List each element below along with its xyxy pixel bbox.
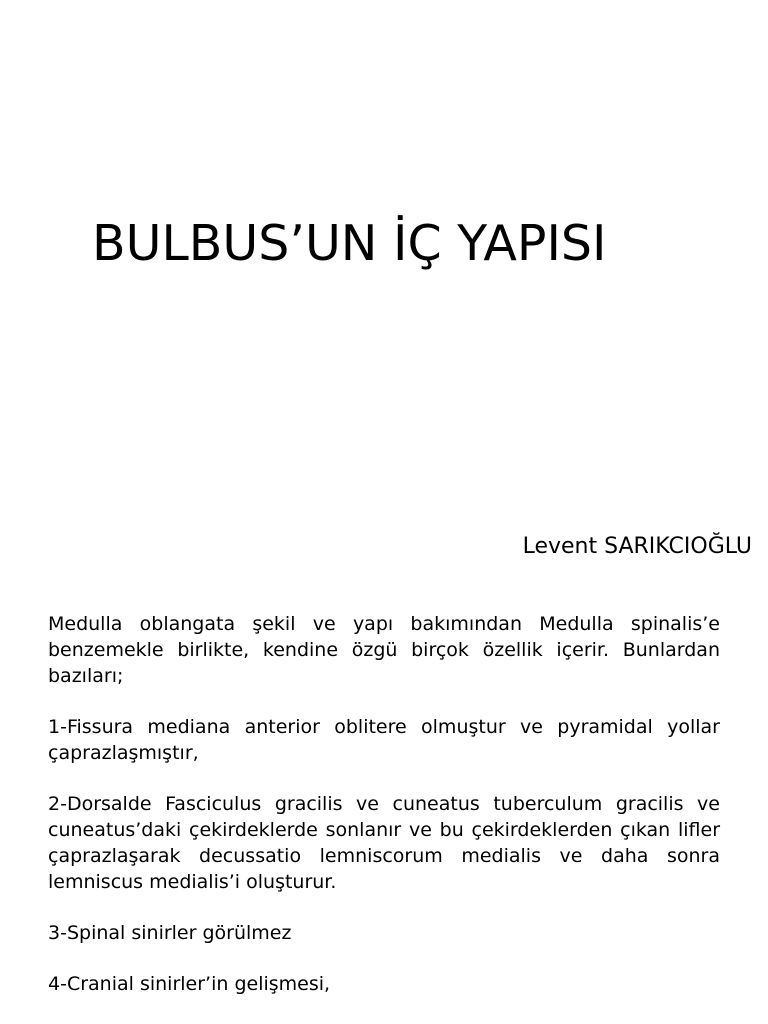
list-item-4: 4-Cranial sinirler’in gelişmesi, <box>48 973 331 995</box>
list-item-1: 1-Fissura mediana anterior oblitere olmuştur ve pyramidal yollar çaprazlaşmıştır, <box>48 716 720 764</box>
body-text <box>48 611 720 1022</box>
list-item-3: 3-Spinal sinirler görülmez <box>48 922 292 944</box>
author-name: Levent SARIKCIOĞLU <box>522 534 752 559</box>
list-item-2: 2-Dorsalde Fasciculus gracilis ve cuneatus tuberculum gracilis ve cuneatus’daki çekirdeklerde sonlanır ve bu çekirdeklerden çıkan lifler çaprazlaşarak decussatio lemniscorum medialis ve daha sonra lemniscus medialis’i oluşturur. <box>48 793 720 893</box>
intro-paragraph: Medulla oblangata şekil ve yapı bakımından Medulla spinalis’e benzemekle birlikte, kendine özgü birçok özellik içerir. Bunlardan bazıları; <box>48 613 720 687</box>
slide-title: BULBUS’UN İÇ YAPISI <box>92 215 607 272</box>
